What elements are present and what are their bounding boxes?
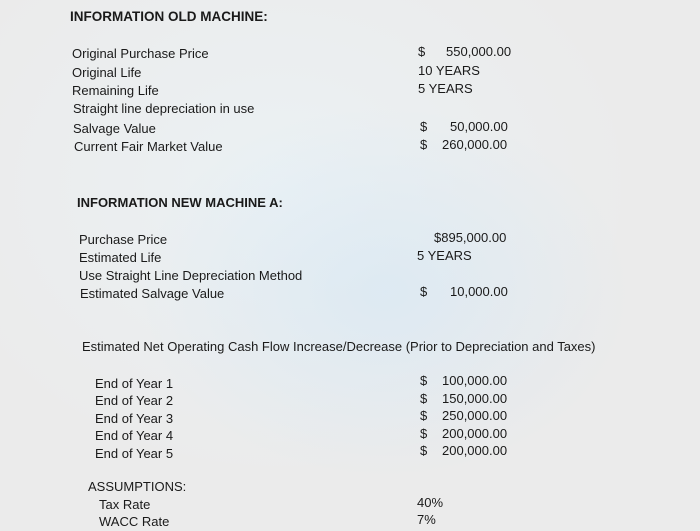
currency-symbol: $ bbox=[420, 408, 428, 423]
old-machine-heading: INFORMATION OLD MACHINE: bbox=[70, 9, 268, 24]
amount: 550,000.00 bbox=[446, 44, 512, 59]
wacc-rate-value: 7% bbox=[417, 512, 436, 527]
amount: 250,000.00 bbox=[442, 408, 508, 423]
amount: 50,000.00 bbox=[450, 119, 508, 134]
old-original-life-value: 10 YEARS bbox=[418, 63, 480, 78]
old-depreciation-label: Straight line depreciation in use bbox=[73, 101, 255, 116]
cash-flow-year-4-value bbox=[420, 425, 507, 442]
new-salvage-value-label: Estimated Salvage Value bbox=[80, 286, 225, 301]
cash-flow-year-3-value bbox=[420, 407, 507, 424]
currency-symbol: $ bbox=[420, 426, 428, 441]
cash-flow-year-1-value bbox=[420, 372, 507, 389]
old-fair-market-label: Current Fair Market Value bbox=[74, 139, 223, 154]
amount: 10,000.00 bbox=[450, 284, 508, 299]
cash-flow-year-5-value bbox=[420, 442, 507, 459]
amount: 150,000.00 bbox=[442, 391, 508, 406]
tax-rate-label: Tax Rate bbox=[99, 497, 151, 512]
currency-symbol: $ bbox=[420, 137, 428, 152]
cash-flow-year-5-label: End of Year 5 bbox=[95, 446, 174, 461]
old-fair-market-value bbox=[420, 136, 507, 153]
new-salvage-value-value bbox=[420, 283, 508, 300]
cash-flow-year-1-label: End of Year 1 bbox=[95, 376, 174, 391]
cash-flow-heading: Estimated Net Operating Cash Flow Increase/Decrease (Prior to Depreciation and Taxes) bbox=[82, 339, 596, 354]
tax-rate-value: 40% bbox=[417, 495, 444, 510]
old-purchase-price-label: Original Purchase Price bbox=[72, 46, 209, 61]
old-remaining-life-value: 5 YEARS bbox=[418, 81, 473, 96]
amount: 200,000.00 bbox=[442, 443, 508, 458]
currency-symbol: $ bbox=[420, 443, 428, 458]
new-purchase-price-value: $895,000.00 bbox=[434, 230, 507, 245]
currency-symbol: $ bbox=[420, 119, 428, 134]
new-estimated-life-label: Estimated Life bbox=[79, 250, 162, 265]
cash-flow-year-2-label: End of Year 2 bbox=[95, 393, 174, 408]
old-original-life-label: Original Life bbox=[72, 65, 142, 80]
cash-flow-year-3-label: End of Year 3 bbox=[95, 411, 174, 426]
cash-flow-year-4-label: End of Year 4 bbox=[95, 428, 174, 443]
new-estimated-life-value: 5 YEARS bbox=[417, 248, 472, 263]
currency-symbol: $ bbox=[420, 391, 428, 406]
amount: 260,000.00 bbox=[442, 137, 508, 152]
currency-symbol: $ bbox=[420, 373, 428, 388]
amount: 100,000.00 bbox=[442, 373, 508, 388]
currency-symbol: $ bbox=[420, 284, 428, 299]
cash-flow-year-2-value bbox=[420, 390, 507, 407]
new-depreciation-label: Use Straight Line Depreciation Method bbox=[79, 268, 303, 283]
old-salvage-value-label: Salvage Value bbox=[73, 121, 156, 136]
new-purchase-price-label: Purchase Price bbox=[79, 232, 168, 247]
amount: 200,000.00 bbox=[442, 426, 508, 441]
old-salvage-value-value bbox=[420, 118, 508, 135]
currency-symbol: $ bbox=[418, 44, 426, 59]
old-remaining-life-label: Remaining Life bbox=[72, 83, 159, 98]
new-machine-heading: INFORMATION NEW MACHINE A: bbox=[77, 195, 283, 210]
old-purchase-price-value bbox=[418, 43, 511, 60]
wacc-rate-label: WACC Rate bbox=[99, 514, 170, 529]
assumptions-heading: ASSUMPTIONS: bbox=[88, 479, 187, 494]
